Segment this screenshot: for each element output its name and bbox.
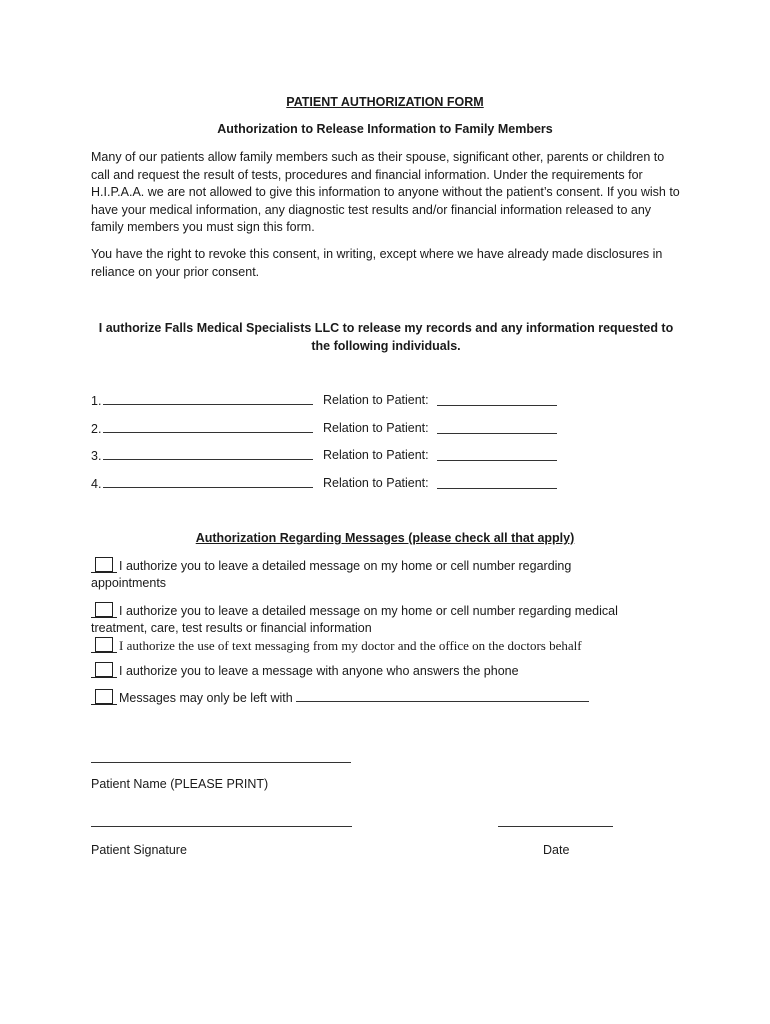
revoke-paragraph: You have the right to revoke this consent, in writing, except where we have already made disclosures in reliance on your prior consent. xyxy=(91,247,663,279)
individual-number: 1. xyxy=(91,394,102,408)
option-checkbox[interactable] xyxy=(95,557,113,572)
option-label: I authorize the use of text messaging from my doctor and the office on the doctors behalf xyxy=(119,638,582,653)
individual-name-field[interactable] xyxy=(103,476,313,488)
relation-label: Relation to Patient: xyxy=(323,448,429,462)
message-option-text-messaging xyxy=(91,637,691,654)
option-label: Messages may only be left with xyxy=(119,691,293,705)
message-option-medical xyxy=(91,602,621,637)
individual-number: 3. xyxy=(91,449,102,463)
individual-number: 4. xyxy=(91,477,102,491)
option-label: I authorize you to leave a message with anyone who answers the phone xyxy=(119,664,519,678)
option-checkbox[interactable] xyxy=(95,602,113,617)
patient-signature-field[interactable] xyxy=(91,826,352,827)
option-checkbox[interactable] xyxy=(95,689,113,704)
relation-label: Relation to Patient: xyxy=(323,393,429,407)
intro-paragraph: Many of our patients allow family members such as their spouse, significant other, parents or children to call and request the result of tests, procedures and financial information. Under the requirements for H.I.P.A.A. we are not allowed to give this information to anyone without the patient’s consent. If you wish to have your medical information, any diagnostic test results and/or financial information released to any family members you must sign this form. xyxy=(91,150,680,234)
individual-row xyxy=(91,393,429,411)
individual-row xyxy=(91,476,429,494)
individual-name-field[interactable] xyxy=(103,421,313,433)
relation-field[interactable] xyxy=(437,476,557,489)
individual-name-field[interactable] xyxy=(103,448,313,460)
messages-left-with-field[interactable] xyxy=(296,690,589,702)
message-option-appointments xyxy=(91,557,611,592)
individual-row xyxy=(91,448,429,466)
message-option-anyone xyxy=(91,662,691,680)
option-checkbox[interactable] xyxy=(95,662,113,677)
authorize-statement: I authorize Falls Medical Specialists LLC to release my records and any information requested to the following individuals. xyxy=(98,321,674,353)
patient-signature-label: Patient Signature xyxy=(91,843,187,857)
date-field[interactable] xyxy=(498,826,613,827)
date-label: Date xyxy=(543,843,570,857)
messages-heading: Authorization Regarding Messages (please check all that apply) xyxy=(195,531,575,545)
relation-label: Relation to Patient: xyxy=(323,421,429,435)
option-label: I authorize you to leave a detailed message on my home or cell number regarding medical treatment, care, test results or financial information xyxy=(91,604,618,635)
option-label: I authorize you to leave a detailed message on my home or cell number regarding appointments xyxy=(91,559,572,590)
form-subtitle: Authorization to Release Information to Family Members xyxy=(217,122,553,136)
relation-field[interactable] xyxy=(437,393,557,406)
message-option-left-with xyxy=(91,689,691,707)
individual-name-field[interactable] xyxy=(103,393,313,405)
individual-number: 2. xyxy=(91,422,102,436)
option-checkbox[interactable] xyxy=(95,637,113,652)
individual-row xyxy=(91,421,429,439)
form-title: PATIENT AUTHORIZATION FORM xyxy=(286,95,484,109)
relation-field[interactable] xyxy=(437,421,557,434)
patient-name-label: Patient Name (PLEASE PRINT) xyxy=(91,777,269,791)
patient-name-field[interactable] xyxy=(91,762,351,763)
relation-field[interactable] xyxy=(437,448,557,461)
relation-label: Relation to Patient: xyxy=(323,476,429,490)
